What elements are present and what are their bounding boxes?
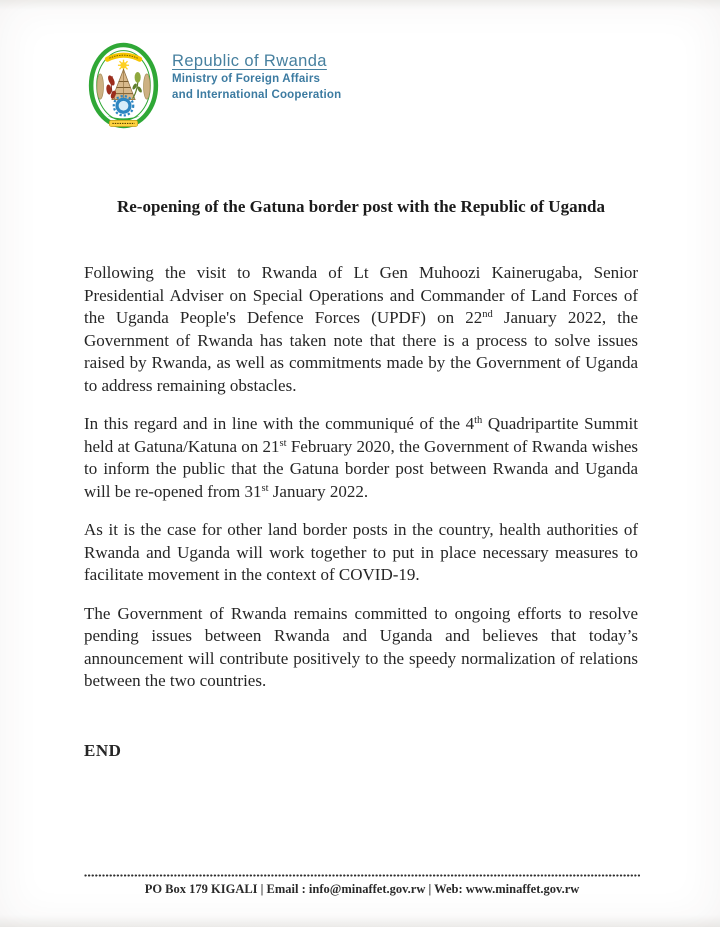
- paragraph-2: In this regard and in line with the communiqué of the 4th Quadripartite Summit held at Gatuna/Katuna on 21st February 2020, the Government of Rwanda wishes to inform the public that the Gatuna border post between Rwanda and Uganda will be re-opened from 31st January 2022.: [84, 414, 638, 501]
- document-title: Re-opening of the Gatuna border post with the Republic of Uganda: [116, 197, 605, 216]
- rwanda-coat-of-arms-icon: [88, 42, 159, 129]
- letterhead-text: [172, 42, 341, 102]
- paragraph-4: The Government of Rwanda remains committed to ongoing efforts to resolve pending issues between Rwanda and Uganda and believes that today’s announcement will contribute positively to the speedy normalization of relations between the two countries.: [84, 603, 638, 690]
- document-body: [84, 262, 638, 778]
- paragraph-3: As it is the case for other land border posts in the country, health authorities of Rwanda and Uganda will work together to put in place necessary measures to facilitate movement in the context of COVID-19.: [84, 520, 638, 584]
- ministry-line-2: and International Cooperation: [172, 88, 342, 101]
- org-title: Republic of Rwanda: [172, 52, 327, 70]
- footer-contact: PO Box 179 KIGALI | Email : info@minaffet.gov.rw | Web: www.minaffet.gov.rw: [144, 882, 580, 896]
- end-label: END: [84, 740, 122, 760]
- footer: [84, 874, 640, 897]
- letterhead: [88, 42, 341, 129]
- paragraph-1: Following the visit to Rwanda of Lt Gen Muhoozi Kainerugaba, Senior Presidential Adviser on Special Operations and Commander of Land Forces of the Uganda People's Defence Forces (UPDF) on 22nd January 2022, the Government of Rwanda has taken note that there is a process to solve issues raised by Rwanda, as well as commitments made by the Government of Uganda to address remaining obstacles.: [84, 263, 639, 395]
- ministry-line-1: Ministry of Foreign Affairs: [172, 73, 321, 85]
